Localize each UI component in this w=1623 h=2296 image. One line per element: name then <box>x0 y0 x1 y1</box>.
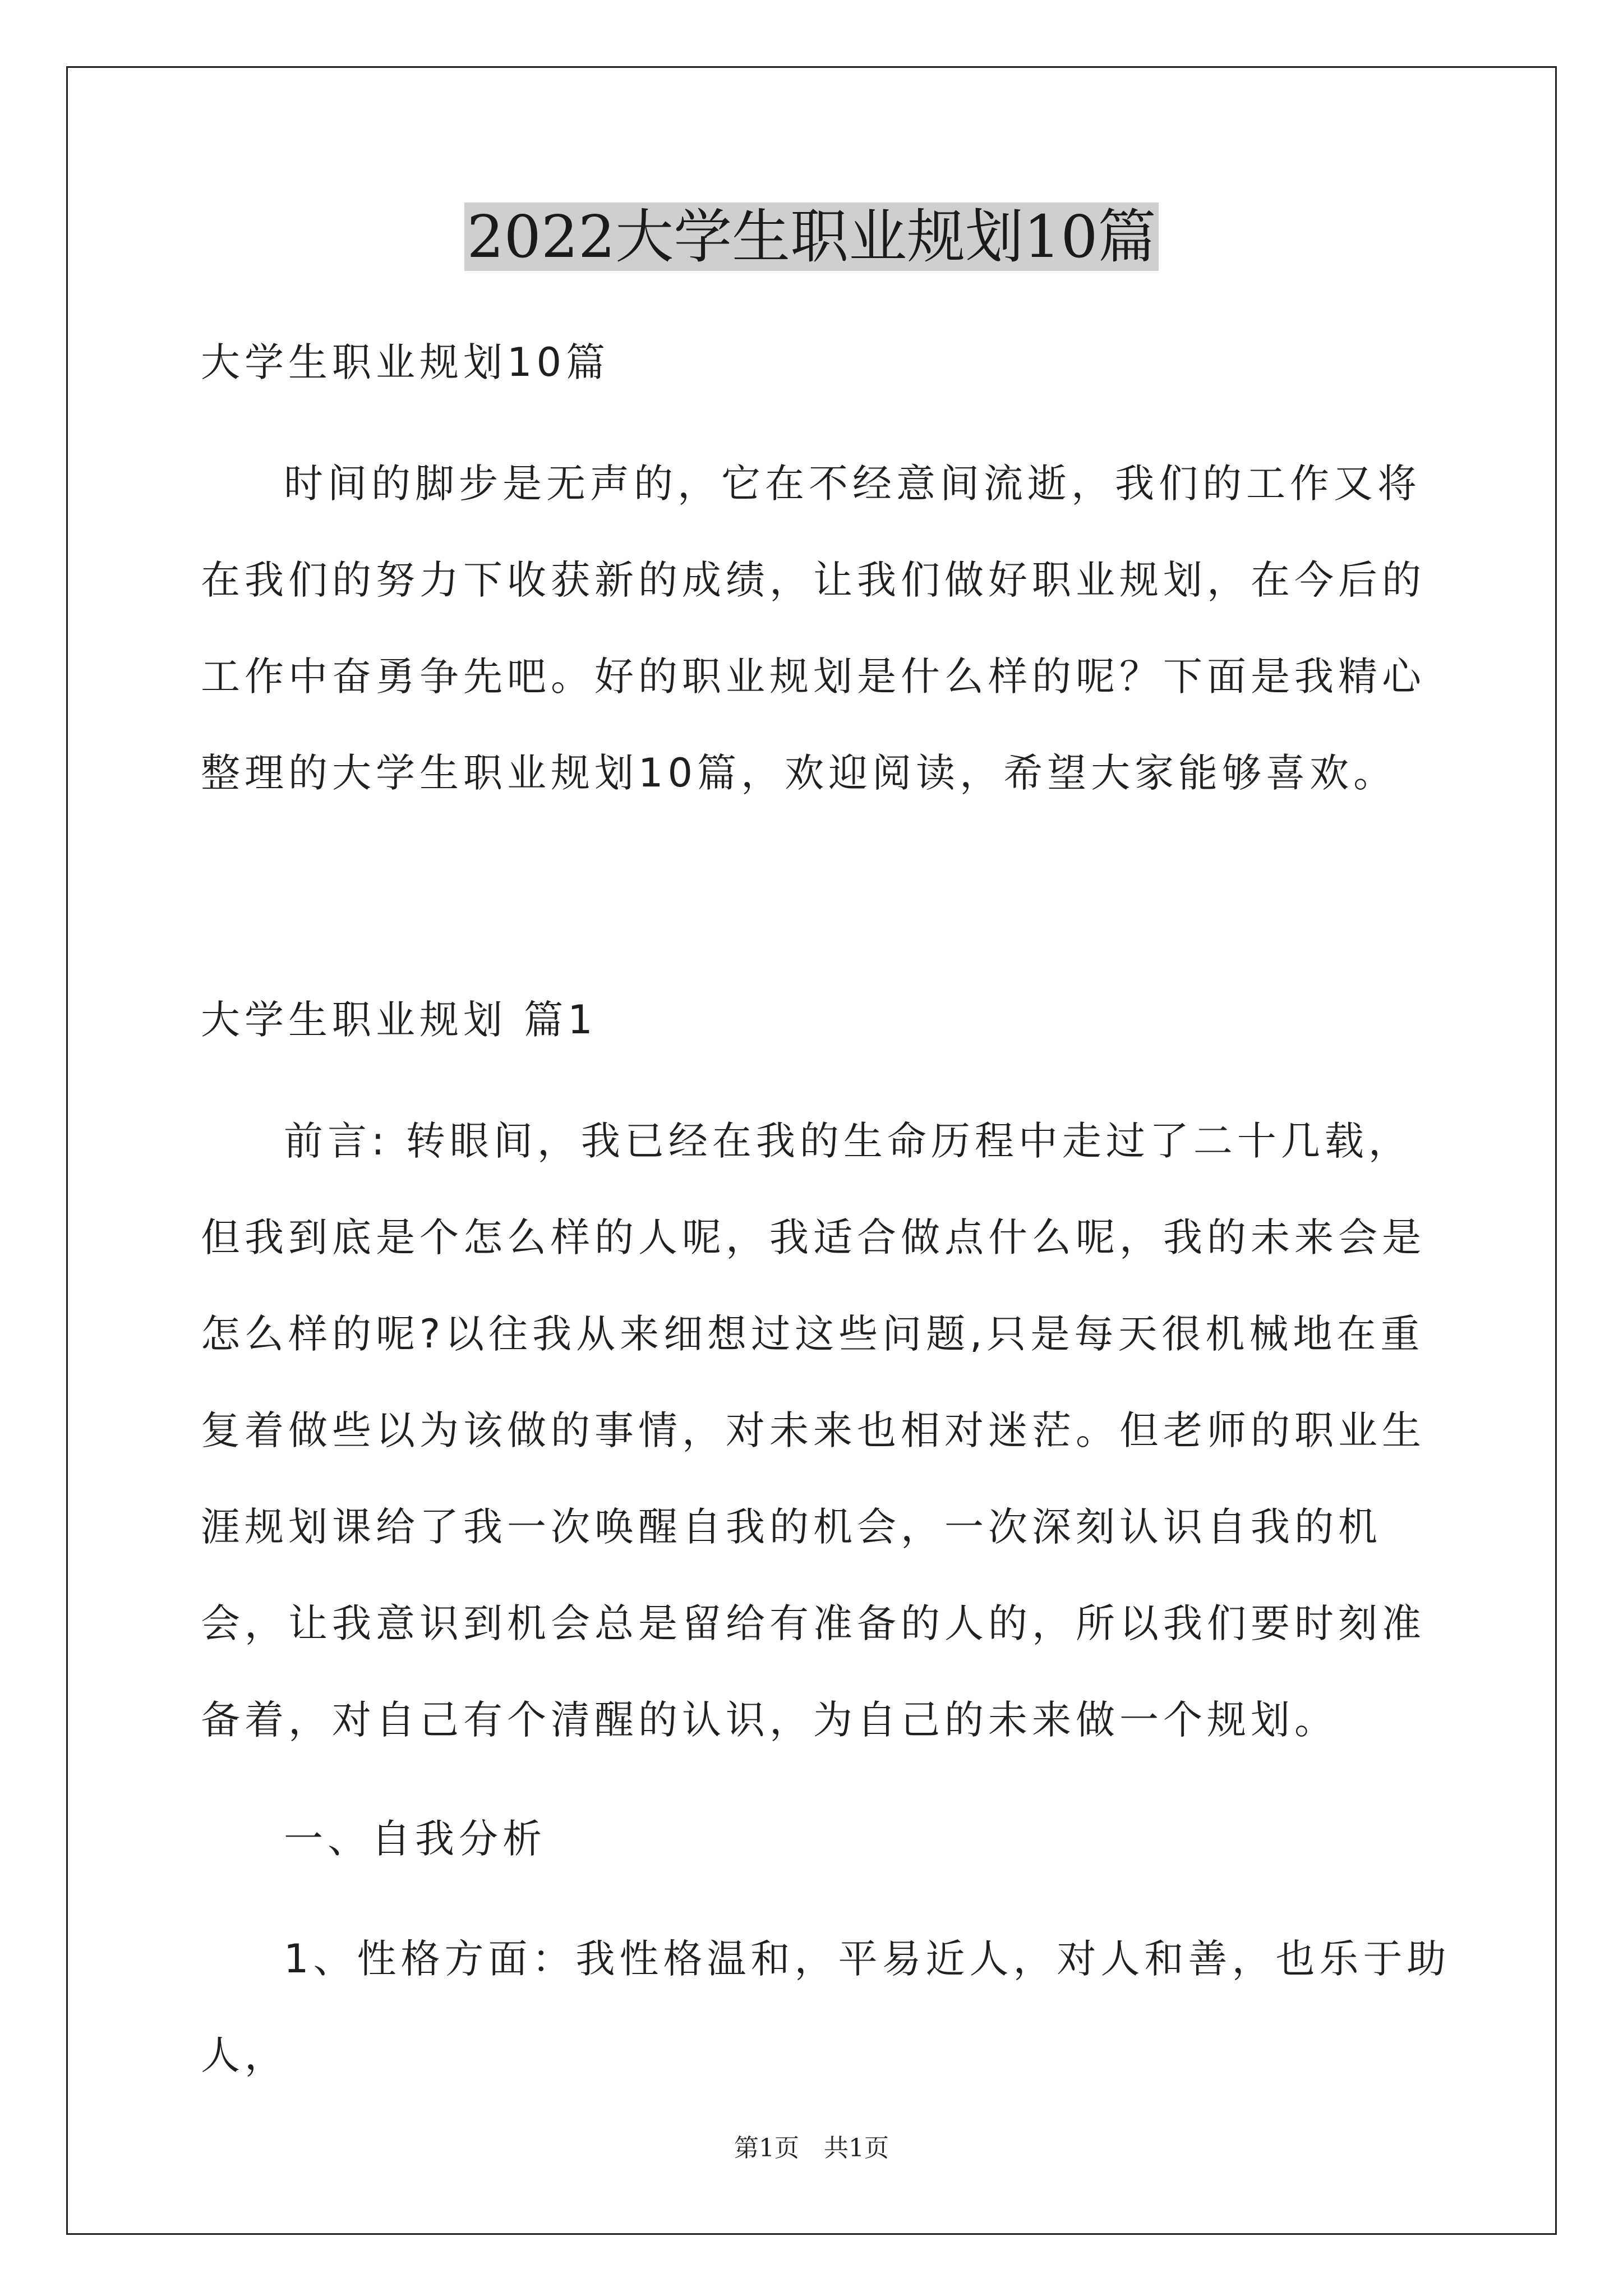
preface-paragraph: 前言: 转眼间，我已经在我的生命历程中走过了二十几载， 但我到底是个怎么样的人呢，我适合做点什么呢，我的未来会是怎么样的呢?以往我从来细想过这些问题,只是每天很机械地在重复着做些以为该做的事情，对未来也相对迷茫。但老师的职业生涯规划课给了我一次唤醒自我的机会，一次深刻认识自我的机会，让我意识到机会总是留给有准备的人的，所以我们要时刻准备着，对自己有个清醒的认识，为自己的未来做一个规划。 <box>201 1118 1426 1743</box>
intro-paragraph: 时间的脚步是无声的，它在不经意间流逝，我们的工作又将在我们的努力下收获新的成绩，让我们做好职业规划，在今后的工作中奋勇争先吧。好的职业规划是什么样的呢？下面是我精心整理的大学生职业规划10篇，欢迎阅读，希望大家能够喜欢。 <box>201 461 1426 796</box>
personality-item: 1、性格方面：我性格温和，平易近人，对人和善，也乐于助人， <box>201 1936 1451 2078</box>
document-title <box>0 197 1623 276</box>
section-heading: 大学生职业规划 篇1 <box>201 997 597 1043</box>
document-title-text: 2022大学生职业规划10篇 <box>464 203 1158 271</box>
document-subtitle: 大学生职业规划10篇 <box>201 339 610 385</box>
page-footer: 第1页 共1页 <box>734 2134 889 2162</box>
subheading-self-analysis: 一、自我分析 <box>284 1816 546 1862</box>
